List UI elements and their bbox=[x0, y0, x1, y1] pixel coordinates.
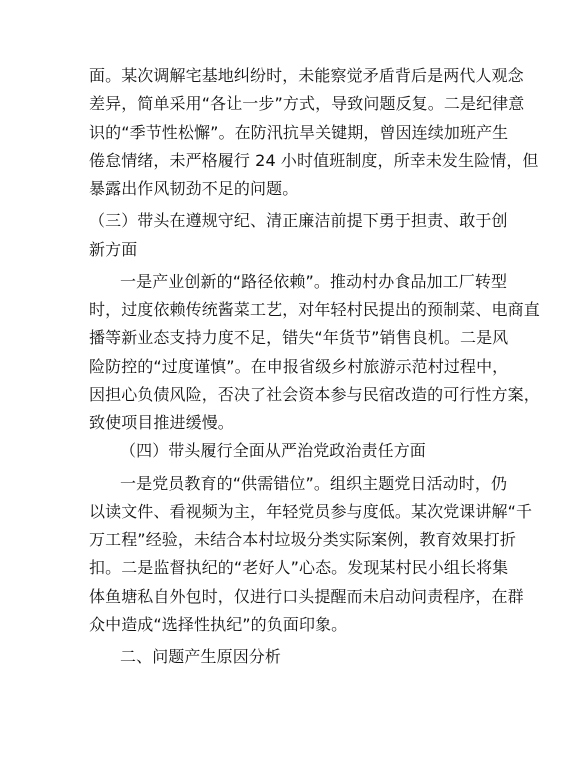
paragraph-1-line-3: 识的“季节性松懈”。在防汛抗旱关键期，曾因连续加班产生 bbox=[89, 122, 509, 142]
paragraph-3-line-4: 扣。二是监督执纪的“老好人”心态。发现某村民小组长将集 bbox=[89, 558, 509, 578]
paragraph-2-line-1: 一是产业创新的“路径依赖”。推动村办食品加工厂转型 bbox=[120, 271, 508, 291]
paragraph-1-line-4: 倦怠情绪，未严格履行 24 小时值班制度，所幸未发生险情，但 bbox=[89, 150, 539, 170]
chapter-heading: 二、问题产生原因分析 bbox=[120, 647, 282, 666]
paragraph-2-line-5: 因担心负债风险，否决了社会资本参与民宿改造的可行性方案， bbox=[89, 384, 540, 404]
paragraph-1-line-1: 面。某次调解宅基地纠纷时，未能察觉矛盾背后是两代人观念 bbox=[89, 66, 524, 85]
paragraph-3-line-5: 体鱼塘私自外包时，仅进行口头提醒而未启动问责程序，在群 bbox=[89, 586, 524, 606]
paragraph-3-line-1: 一是党员教育的“供需错位”。组织主题党日活动时，仍 bbox=[120, 473, 508, 493]
paragraph-2-line-4: 险防控的“过度谨慎”。在申报省级乡村旅游示范村过程中， bbox=[89, 356, 509, 376]
paragraph-2-line-6: 致使项目推进缓慢。 bbox=[89, 413, 234, 432]
paragraph-2-line-3: 播等新业态支持力度不足，错失“年货节”销售良机。二是风 bbox=[89, 328, 509, 348]
paragraph-3-line-2: 以读文件、看视频为主，年轻党员参与度低。某次党课讲解“千 bbox=[89, 501, 533, 521]
paragraph-3-line-6: 众中造成“选择性执纪”的负面印象。 bbox=[89, 614, 348, 634]
section-heading-3-line-2: 新方面 bbox=[89, 239, 138, 259]
section-heading-4: （四）带头履行全面从严治党政治责任方面 bbox=[120, 440, 426, 460]
paragraph-1-line-5: 暴露出作风韧劲不足的问题。 bbox=[89, 179, 299, 199]
paragraph-3-line-3: 万工程”经验，未结合本村垃圾分类实际案例，教育效果打折 bbox=[89, 530, 516, 549]
paragraph-1-line-2: 差异，简单采用“各让一步”方式，导致问题反复。二是纪律意 bbox=[89, 94, 525, 114]
paragraph-2-line-2: 时，过度依赖传统酱菜工艺，对年轻村民提出的预制菜、电商直 bbox=[89, 300, 540, 319]
section-heading-3-line-1: （三）带头在遵规守纪、清正廉洁前提下勇于担责、敢于创 bbox=[89, 211, 508, 231]
